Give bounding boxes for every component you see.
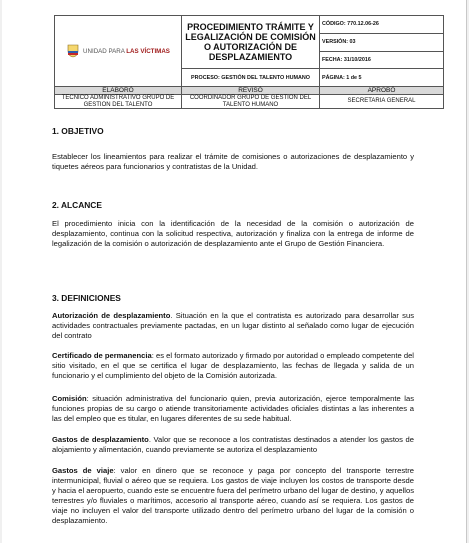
document-header-table (54, 15, 444, 109)
document-title: PROCEDIMIENTO TRÁMITE Y LEGALIZACIÓN DE COMISIÓN O AUTORIZACIÓN DE DESPLAZAMIENTO (182, 16, 320, 69)
unidad-victimas-logo (57, 44, 179, 58)
logo-cell (55, 16, 182, 87)
section-heading-definiciones: 3. DEFINICIONES (52, 293, 121, 303)
definition-text: . Valor que se reconoce a los contratistas destinados a atender los gastos de alojamiento y alimentación, cuando previamente se autoriza el desplazamiento (52, 435, 415, 454)
definition-item (52, 351, 414, 381)
document-code: CÓDIGO: 770.12.06-26 (320, 16, 444, 34)
definition-text: . Situación en la que el contratista es autorizado para desarrollar sus actividades contractuales previamente pactadas, en un lugar distinto al señalado como lugar de ejecución del contrato (52, 311, 414, 340)
document-page (2, 0, 467, 543)
coat-of-arms-icon (66, 44, 80, 58)
objetivo-paragraph: Establecer los lineamientos para realizar el trámite de comisiones o autorizaciones de desplazamiento y tiquetes aéreos para funcionarios y contratistas de la Unidad. (52, 152, 414, 171)
process-name: PROCESO: GESTIÓN DEL TALENTO HUMANO (182, 69, 320, 87)
section-heading-objetivo: 1. OBJETIVO (52, 126, 104, 136)
definition-term: Gastos de desplazamiento (52, 435, 149, 444)
definition-item (52, 466, 414, 526)
role-label-reviso: REVISÓ (182, 87, 320, 95)
definition-item (52, 311, 414, 341)
role-value-aprobo: SECRETARIA GENERAL (320, 95, 444, 109)
page-number: PÁGINA: 1 de 5 (320, 69, 444, 87)
role-value-elaboro: TECNICO ADMINISTRATIVO GRUPO DE GESTION DEL TALENTO (55, 95, 182, 109)
definition-text: : es el formato autorizado y firmado por autoridad o empleado competente del sitio visitado, en el que se certifica el lugar de desplazamiento, las fechas de llegada y salida de un funcionario y el cumplimiento del objeto de la Comisión autorizada. (52, 351, 414, 380)
document-version: VERSIÓN: 03 (320, 33, 444, 51)
definition-item (52, 394, 414, 424)
document-date: FECHA: 31/10/2016 (320, 51, 444, 69)
logo-wordmark: UNIDAD PARA LAS VÍCTIMAS (83, 47, 170, 55)
role-label-elaboro: ELABORÓ (55, 87, 182, 95)
definition-item (52, 435, 414, 455)
definition-term: Certificado de permanencia (52, 351, 152, 360)
definition-term: Gastos de viaje (52, 466, 114, 475)
definition-text: : situación administrativa del funcionario quien, previa autorización, ejerce temporalmente las funciones propias de su cargo o atiende transitoriamente actividades oficiales distintas a las inherentes a las del empleo que es titular, en lugares diferentes de su sede habitual. (52, 394, 414, 423)
definition-term: Autorización de desplazamiento (52, 311, 171, 320)
definition-text: : valor en dinero que se reconoce y paga por concepto del transporte terrestre intermunicipal, fluvial o aéreo que se requiera. Los gastos de viaje incluyen los costos de transporte desde y hacia el aeropuerto, cuando este se encuentre fuera del perímetro urbano del lugar de destino, y aquellos terrestres y/o fluviales o marítimos, accesorio al transporte aéreo, cuando así se requiera. Los gastos de viaje no incluyen el valor del transporte utilizado dentro del perímetro urbano del lugar de la comisión o desplazamiento. (52, 466, 414, 525)
definition-term: Comisión (52, 394, 87, 403)
alcance-paragraph: El procedimiento inicia con la identificación de la necesidad de la comisión o autorización de desplazamiento, continua con la solicitud respectiva, autorización y finaliza con la entrega de informe de legalización de la comisión o autorización de desplazamiento ante el Grupo de Gestión Financiera. (52, 219, 414, 248)
section-heading-alcance: 2. ALCANCE (52, 200, 102, 210)
role-label-aprobo: APROBÓ (320, 87, 444, 95)
role-value-reviso: COORDINADOR GRUPO DE GESTION DEL TALENTO HUMANO (182, 95, 320, 109)
